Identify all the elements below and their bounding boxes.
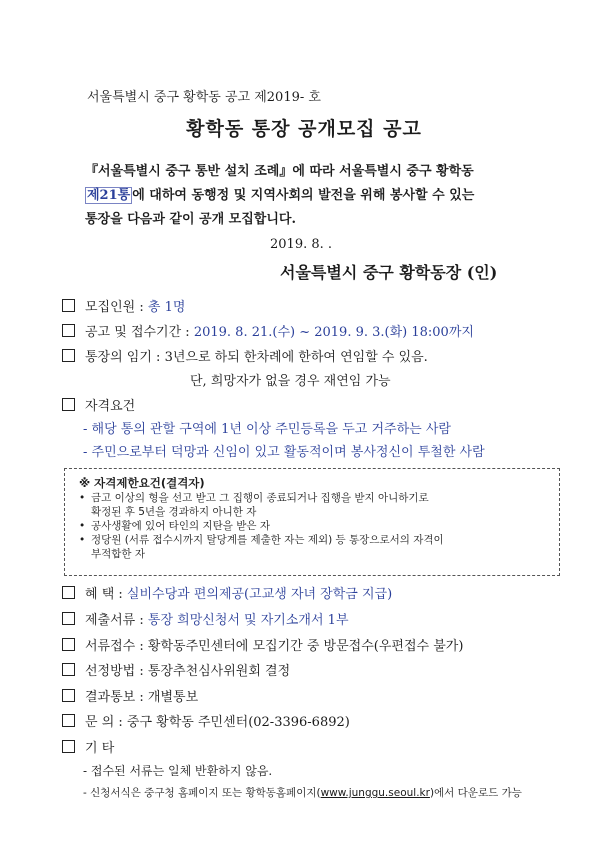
note-2-pre: - 신청서식은 중구청 홈페이지 또는 황학동홈페이지( (83, 787, 321, 799)
term-label: 통장의 임기 : (85, 350, 161, 365)
item-documents (62, 609, 349, 628)
etc-label: 기 타 (85, 741, 115, 756)
qualification-label: 자격요건 (85, 399, 136, 414)
selection-value: 통장추천심사위원회 결정 (147, 664, 291, 679)
disqualification-heading: ※ 자격제한요건(결격자) (79, 476, 205, 490)
disq-1a: 금고 이상의 형을 선고 받고 그 집행이 종료되거나 집행을 받지 아니하기로 (91, 492, 429, 504)
intro-line-3: 통장을 다음과 같이 공개 모집합니다. (85, 212, 296, 227)
item-qualification (62, 395, 135, 414)
inquiry-label: 문 의 : (85, 715, 123, 730)
list-item (79, 519, 549, 533)
qualification-1: - 해당 통의 관할 구역에 1년 이상 주민등록을 두고 거주하는 사람 (83, 422, 451, 437)
term-value: 3년으로 하되 한차례에 한하여 연임할 수 있음. (164, 350, 428, 365)
checkbox-icon (62, 398, 75, 411)
recruit-value: 총 1명 (147, 300, 186, 315)
item-inquiry (62, 711, 350, 730)
checkbox-icon (62, 689, 75, 702)
checkbox-icon (62, 299, 75, 312)
disq-2: 공사생활에 있어 타인의 지탄을 받은 자 (91, 520, 270, 532)
checkbox-icon (62, 612, 75, 625)
submission-value: 황학동주민센터에 모집기간 중 방문접수(우편접수 불가) (147, 639, 464, 654)
intro-line-2-rest: 에 대하여 동행정 및 지역사회의 발전을 위해 봉사할 수 있는 (132, 188, 475, 203)
period-value: 2019. 8. 21.(수) ~ 2019. 9. 3.(화) 18:00까지 (193, 325, 474, 340)
checkbox-icon (62, 714, 75, 727)
term-note: 단, 희망자가 없을 경우 재연임 가능 (190, 374, 391, 389)
checkbox-icon (62, 324, 75, 337)
checkbox-icon (62, 740, 75, 753)
intro-line-1: 『서울특별시 중구 통반 설치 조례』에 따라 서울특별시 중구 황학동 (85, 164, 474, 179)
documents-value: 통장 희망신청서 및 자기소개서 1부 (147, 613, 349, 628)
intro-paragraph (85, 160, 555, 232)
checkbox-icon (62, 349, 75, 362)
qualification-2: - 주민으로부터 덕망과 신임이 있고 활동적이며 봉사정신이 투철한 사람 (83, 445, 485, 460)
benefit-value: 실비수당과 편의제공(고교생 자녀 장학금 지급) (126, 587, 393, 602)
page-title: 황학동 통장 공개모집 공고 (186, 118, 422, 140)
checkbox-icon (62, 638, 75, 651)
inquiry-value: 중구 황학동 주민센터(02-3396-6892) (126, 715, 350, 730)
result-label: 결과통보 : (85, 690, 144, 705)
note-2 (83, 785, 522, 800)
item-term (62, 346, 428, 365)
intro-line-2 (85, 184, 555, 208)
item-result (62, 686, 198, 705)
selection-label: 선정방법 : (85, 664, 144, 679)
notice-date: 2019. 8. . (270, 237, 333, 252)
note-1: - 접수된 서류는 일체 반환하지 않음. (83, 764, 273, 778)
item-selection (62, 660, 290, 679)
benefit-label: 혜 택 : (85, 587, 123, 602)
note-2-post: )에서 다운로드 가능 (429, 787, 522, 799)
item-etc (62, 737, 114, 756)
checkbox-icon (62, 586, 75, 599)
disq-1b: 확정된 후 5년을 경과하지 아니한 자 (91, 506, 257, 518)
list-item (79, 533, 549, 561)
recruit-label: 모집인원 : (85, 300, 144, 315)
documents-label: 제출서류 : (85, 613, 144, 628)
item-submission (62, 635, 463, 654)
item-benefit (62, 583, 392, 602)
district-number-highlight: 제21통 (87, 188, 131, 203)
disqualification-list (79, 491, 549, 561)
item-period (62, 321, 474, 340)
item-recruit (62, 296, 185, 315)
disq-3b: 부적합한 자 (91, 548, 146, 560)
disqualification-box (64, 468, 560, 576)
signature-line: 서울특별시 중구 황학동장 (인) (280, 263, 498, 282)
disq-3a: 정당원 (서류 접수시까지 탈당계를 제출한 자는 제외) 등 통장으로서의 자격이 (91, 534, 444, 546)
period-label: 공고 및 접수기간 : (85, 325, 190, 340)
notice-serial: 서울특별시 중구 황학동 공고 제2019- 호 (87, 90, 321, 105)
list-item (79, 491, 549, 519)
checkbox-icon (62, 663, 75, 676)
result-value: 개별통보 (147, 690, 199, 705)
homepage-link[interactable]: www.junggu.seoul.kr (320, 787, 430, 799)
submission-label: 서류접수 : (85, 639, 144, 654)
